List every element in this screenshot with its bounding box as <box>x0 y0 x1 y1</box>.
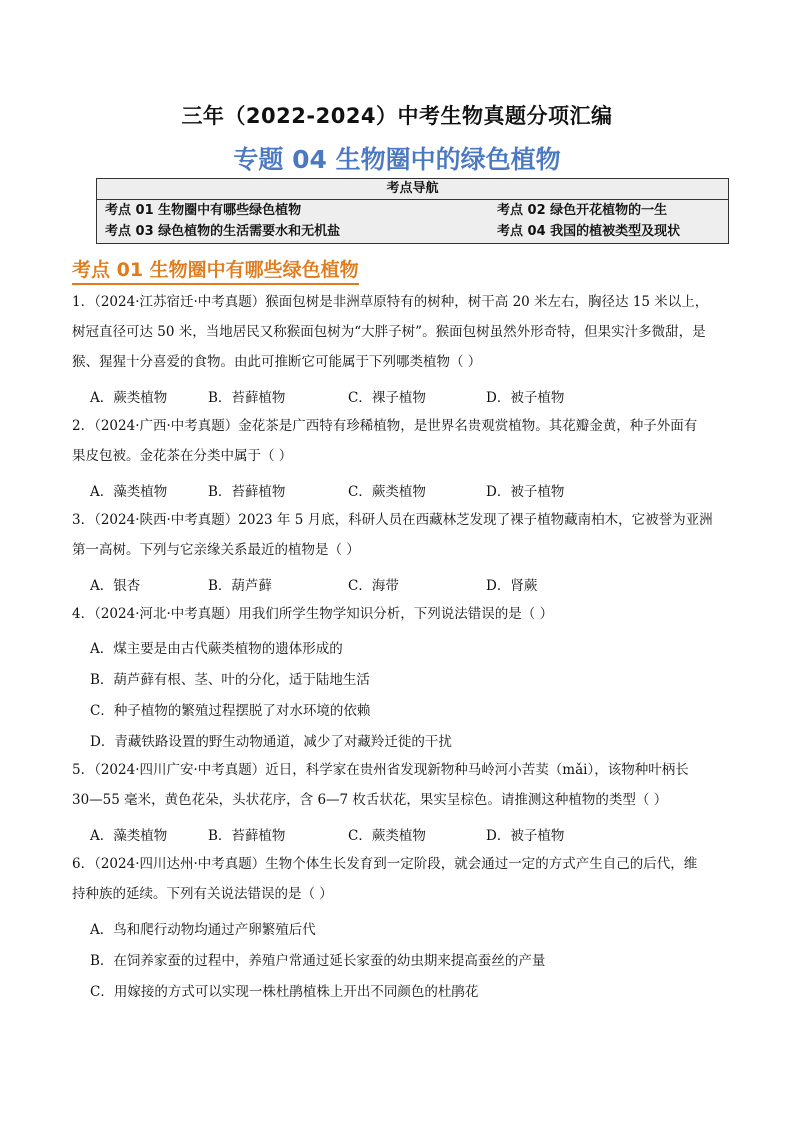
question-line: 猴、猩猩十分喜爱的食物。由此可推断它可能属于下列哪类植物（ ） <box>72 354 482 370</box>
option-b: B．在饲养家蚕的过程中，养殖户常通过延长家蚕的幼虫期来提高蚕丝的产量 <box>90 953 546 969</box>
option-a: A．藻类植物 <box>90 828 168 844</box>
option-a: A．蕨类植物 <box>90 390 168 406</box>
topic-navigation-box <box>96 178 729 244</box>
nav-heading: 考点导航 <box>97 179 728 200</box>
option-d: D．肾蕨 <box>486 578 538 594</box>
question-4 <box>72 599 724 629</box>
option-d: D．被子植物 <box>486 828 565 844</box>
question-line: 6．（2024·四川达州·中考真题）生物个体生长发育到一定阶段，就会通过一定的方式产生自己的后代，维 <box>72 856 698 872</box>
question-line: 第一高树。下列与它亲缘关系最近的植物是（ ） <box>72 542 360 558</box>
sub-title: 专题 04 生物圈中的绿色植物 <box>233 145 561 174</box>
section-title: 考点 01 生物圈中有哪些绿色植物 <box>72 255 359 285</box>
nav-row <box>97 221 728 242</box>
option-a: A．鸟和爬行动物均通过产卵繁殖后代 <box>90 922 316 938</box>
nav-item-03: 考点 03 绿色植物的生活需要水和无机盐 <box>105 224 341 239</box>
question-6 <box>72 849 724 909</box>
option-b: B．苔藓植物 <box>208 828 286 844</box>
question-line: 果皮包被。金花茶在分类中属于（ ） <box>72 448 293 464</box>
nav-item-01: 考点 01 生物圈中有哪些绿色植物 <box>105 203 302 218</box>
question-3 <box>72 505 724 565</box>
main-title: 三年（2022-2024）中考生物真题分项汇编 <box>181 104 613 128</box>
question-line: 30—55 毫米，黄色花朵，头状花序，含 6—7 枚舌状花，果实呈棕色。请推测这种植物的类型（ ） <box>72 792 668 808</box>
option-c: C．种子植物的繁殖过程摆脱了对水环境的依赖 <box>90 703 371 719</box>
option-b: B．葫芦藓 <box>208 578 272 594</box>
option-c: C．裸子植物 <box>348 390 426 406</box>
option-a: A．藻类植物 <box>90 484 168 500</box>
question-line: 树冠直径可达 50 米，当地居民又称猴面包树为“大胖子树”。猴面包树虽然外形奇特，但果实汁多微甜，是 <box>72 324 706 340</box>
question-line: 5．（2024·四川广安·中考真题）近日，科学家在贵州省发现新物种马岭河小苦荬（mǎi），该物种叶柄长 <box>72 762 689 778</box>
option-a: A．银杏 <box>90 578 141 594</box>
question-1 <box>72 287 724 377</box>
option-c: C．用嫁接的方式可以实现一株杜鹃植株上开出不同颜色的杜鹃花 <box>90 984 479 1000</box>
question-line: 持种族的延续。下列有关说法错误的是（ ） <box>72 886 333 902</box>
option-c: C．蕨类植物 <box>348 828 426 844</box>
option-d: D．青藏铁路设置的野生动物通道，减少了对藏羚迁徙的干扰 <box>90 734 452 750</box>
option-c: C．蕨类植物 <box>348 484 426 500</box>
question-2 <box>72 411 724 471</box>
option-b: B．苔藓植物 <box>208 484 286 500</box>
question-line: 4．（2024·河北·中考真题）用我们所学生物学知识分析，下列说法错误的是（ ） <box>72 606 554 622</box>
option-b: B．葫芦藓有根、茎、叶的分化，适于陆地生活 <box>90 672 370 688</box>
question-line: 3．（2024·陕西·中考真题）2023 年 5 月底，科研人员在西藏林芝发现了裸子植物藏南柏木，它被誉为亚洲 <box>72 512 713 528</box>
question-line: 1．（2024·江苏宿迁·中考真题）猴面包树是非洲草原特有的树种，树干高 20 米左右，胸径达 15 米以上， <box>72 294 709 310</box>
option-d: D．被子植物 <box>486 484 565 500</box>
option-a: A．煤主要是由古代蕨类植物的遗体形成的 <box>90 641 343 657</box>
option-d: D．被子植物 <box>486 390 565 406</box>
option-c: C．海带 <box>348 578 399 594</box>
question-5 <box>72 755 724 815</box>
nav-item-04: 考点 04 我国的植被类型及现状 <box>497 224 681 239</box>
nav-row <box>97 200 728 221</box>
option-b: B．苔藓植物 <box>208 390 286 406</box>
question-line: 2．（2024·广西·中考真题）金花茶是广西特有珍稀植物，是世界名贵观赏植物。其花瓣金黄，种子外面有 <box>72 418 698 434</box>
nav-item-02: 考点 02 绿色开花植物的一生 <box>497 203 668 218</box>
